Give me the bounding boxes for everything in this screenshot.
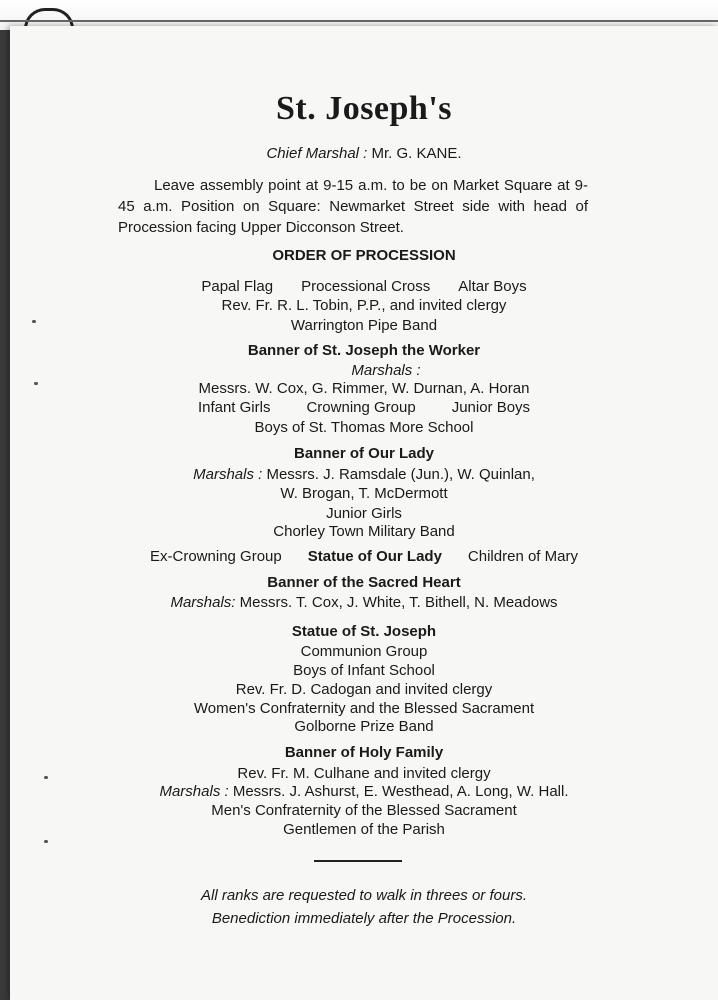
group-line: Communion Group: [300, 643, 428, 660]
order-heading: ORDER OF PROCESSION: [272, 247, 456, 264]
marshals-names: Messrs. J. Ramsdale (Jun.), W. Quinlan,: [266, 466, 535, 483]
marshals-label: Marshals :: [193, 466, 263, 483]
paper-speck: [44, 840, 48, 843]
group-line: Boys of Infant School: [293, 662, 435, 679]
lead-line: Rev. Fr. R. L. Tobin, P.P., and invited clergy: [221, 297, 507, 314]
group-item: Infant Girls: [197, 399, 271, 416]
section-heading: Banner of St. Joseph the Worker: [247, 342, 481, 359]
group-line: Rev. Fr. D. Cadogan and invited clergy: [235, 681, 493, 698]
group-line: Golborne Prize Band: [294, 718, 434, 735]
section-heading: Statue of St. Joseph: [291, 623, 437, 640]
divider-rule: [314, 860, 402, 862]
marshals-label: Marshals:: [170, 594, 236, 611]
marshals-names: Messrs. W. Cox, G. Rimmer, W. Durnan, A. Horan: [198, 380, 530, 397]
marshals-line: [10, 594, 718, 611]
group-item: Crowning Group: [306, 399, 416, 416]
group-item: Junior Boys: [451, 399, 531, 416]
chief-marshal-name: Mr. G. KANE.: [371, 145, 462, 162]
group-line: Junior Girls: [326, 505, 402, 522]
footer-note: All ranks are requested to walk in threes or fours.: [201, 887, 527, 904]
marshals-line: [10, 783, 718, 800]
marshals-names: Messrs. T. Cox, J. White, T. Bithell, N. Meadows: [239, 594, 558, 611]
group-item: Children of Mary: [467, 548, 578, 565]
group-line: Boys of St. Thomas More School: [254, 419, 474, 436]
group-item: Ex-Crowning Group: [150, 548, 282, 565]
footer-note: Benediction immediately after the Procession.: [211, 910, 517, 927]
lead-item: Altar Boys: [458, 278, 527, 295]
group-row: [10, 399, 718, 416]
programme-page: [10, 26, 718, 1000]
top-edge-line: [0, 20, 718, 22]
statue-item: Statue of Our Lady: [307, 548, 442, 565]
lead-line: Warrington Pipe Band: [290, 317, 438, 334]
lead-item: Papal Flag: [201, 278, 274, 295]
marshals-names: W. Brogan, T. McDermott: [280, 485, 448, 502]
marshals-line: [10, 466, 718, 483]
marshals-label: Marshals :: [159, 783, 229, 800]
lead-item: Processional Cross: [301, 278, 431, 295]
marshals-label: Marshals :: [351, 362, 421, 379]
section-heading: Banner of Our Lady: [293, 445, 435, 462]
statue-row: [10, 548, 718, 565]
group-line: Chorley Town Military Band: [273, 523, 455, 540]
assembly-instructions: Leave assembly point at 9-15 a.m. to be on Market Square at 9-45 a.m. Position on Square: Newmarket Street side with head of Procession facing Upper Dicconson Street.: [118, 177, 588, 236]
chief-marshal-line: [10, 145, 718, 162]
section-heading: Banner of the Sacred Heart: [267, 574, 461, 591]
lead-row: [10, 278, 718, 295]
group-line: Women's Confraternity and the Blessed Sacrament: [193, 700, 535, 717]
page-title: St. Joseph's: [275, 90, 453, 127]
marshals-names: Messrs. J. Ashurst, E. Westhead, A. Long, W. Hall.: [232, 783, 569, 800]
group-line: Men's Confraternity of the Blessed Sacrament: [211, 802, 517, 819]
group-line: Gentlemen of the Parish: [283, 821, 445, 838]
group-line: Rev. Fr. M. Culhane and invited clergy: [237, 765, 491, 782]
chief-marshal-label: Chief Marshal :: [266, 145, 368, 162]
section-heading: Banner of Holy Family: [284, 744, 444, 761]
